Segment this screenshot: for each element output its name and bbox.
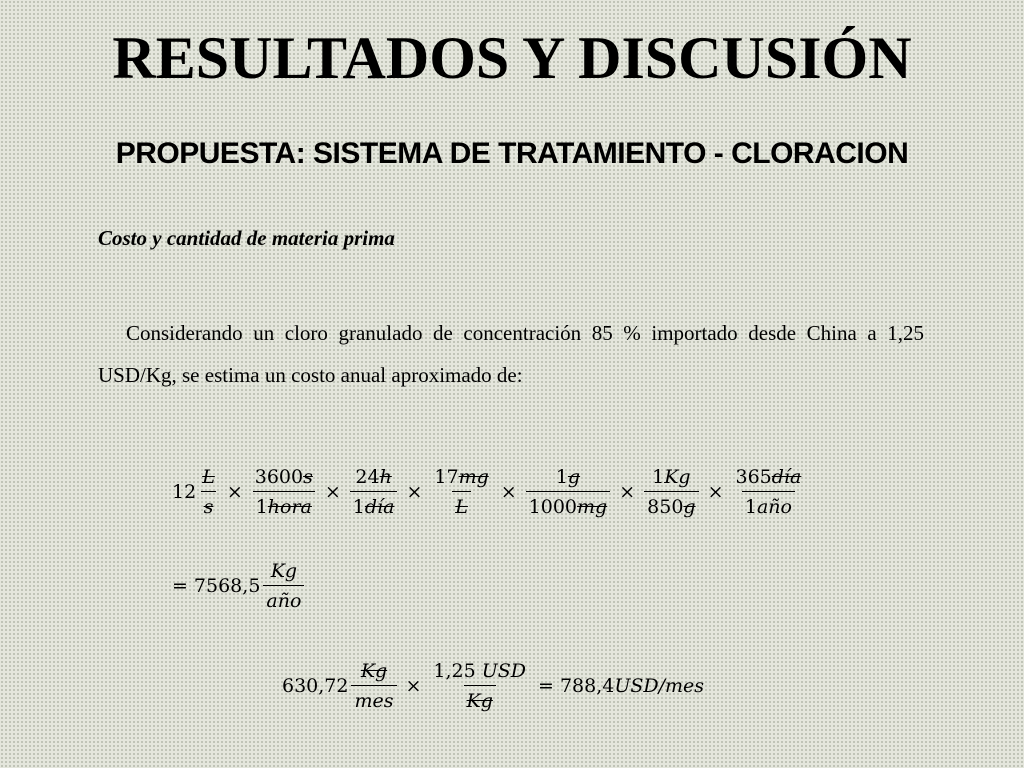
equals-operator: =: [538, 675, 554, 697]
body-paragraph: Considerando un cloro granulado de concentración 85 % importado desde China a 1,25 USD/Kg, se estima un costo anual aproximado de:: [98, 321, 924, 387]
eq2-value: 7568,5: [193, 575, 261, 597]
eq1-fraction-2: $\frac{3600s}{\text{1hora}}$: [252, 466, 316, 518]
eq3-result-value: 788,4: [559, 675, 615, 697]
eq1-fraction-7: $\frac{\text{365día}}{\text{1año}}$: [735, 466, 802, 518]
times-operator: ×: [707, 481, 724, 503]
eq3-lead: 630,72: [282, 675, 349, 697]
eq3-result-unit: USD/mes: [614, 675, 705, 697]
times-operator: ×: [405, 675, 422, 697]
equation-annual-quantity: [172, 466, 807, 518]
times-operator: ×: [226, 481, 243, 503]
eq1-fraction-3: $\frac{24h}{\text{1día}}$: [350, 466, 398, 518]
eq1-fraction-4: $\frac{17mg}{L}$: [434, 466, 489, 518]
times-operator: ×: [324, 481, 341, 503]
equation-annual-result: [172, 560, 307, 612]
slide-subtitle: PROPUESTA: SISTEMA DE TRATAMIENTO - CLORACION: [115, 137, 909, 170]
eq1-fraction-1: $\frac{L}{s}$: [202, 466, 215, 518]
equation-monthly-cost: [282, 660, 704, 712]
slide-title: RESULTADOS Y DISCUSIÓN: [112, 25, 912, 91]
times-operator: ×: [500, 481, 517, 503]
eq3-fraction-1: $\frac{Kg}{\text{mes}}$: [351, 660, 396, 712]
eq1-lead: 12: [172, 481, 197, 503]
times-operator: ×: [406, 481, 423, 503]
eq2-fraction: $\frac{Kg}{\text{año}}$: [263, 560, 304, 612]
eq3-fraction-2: $\frac{\text{1,25 USD}}{Kg}$: [433, 660, 527, 712]
section-heading: Costo y cantidad de materia prima: [98, 226, 395, 250]
eq1-fraction-5: $\frac{1g}{1000mg}$: [526, 466, 611, 518]
times-operator: ×: [619, 481, 636, 503]
eq1-fraction-6: $\frac{1Kg}{850g}$: [644, 466, 698, 518]
eq2-equals: =: [172, 575, 188, 597]
